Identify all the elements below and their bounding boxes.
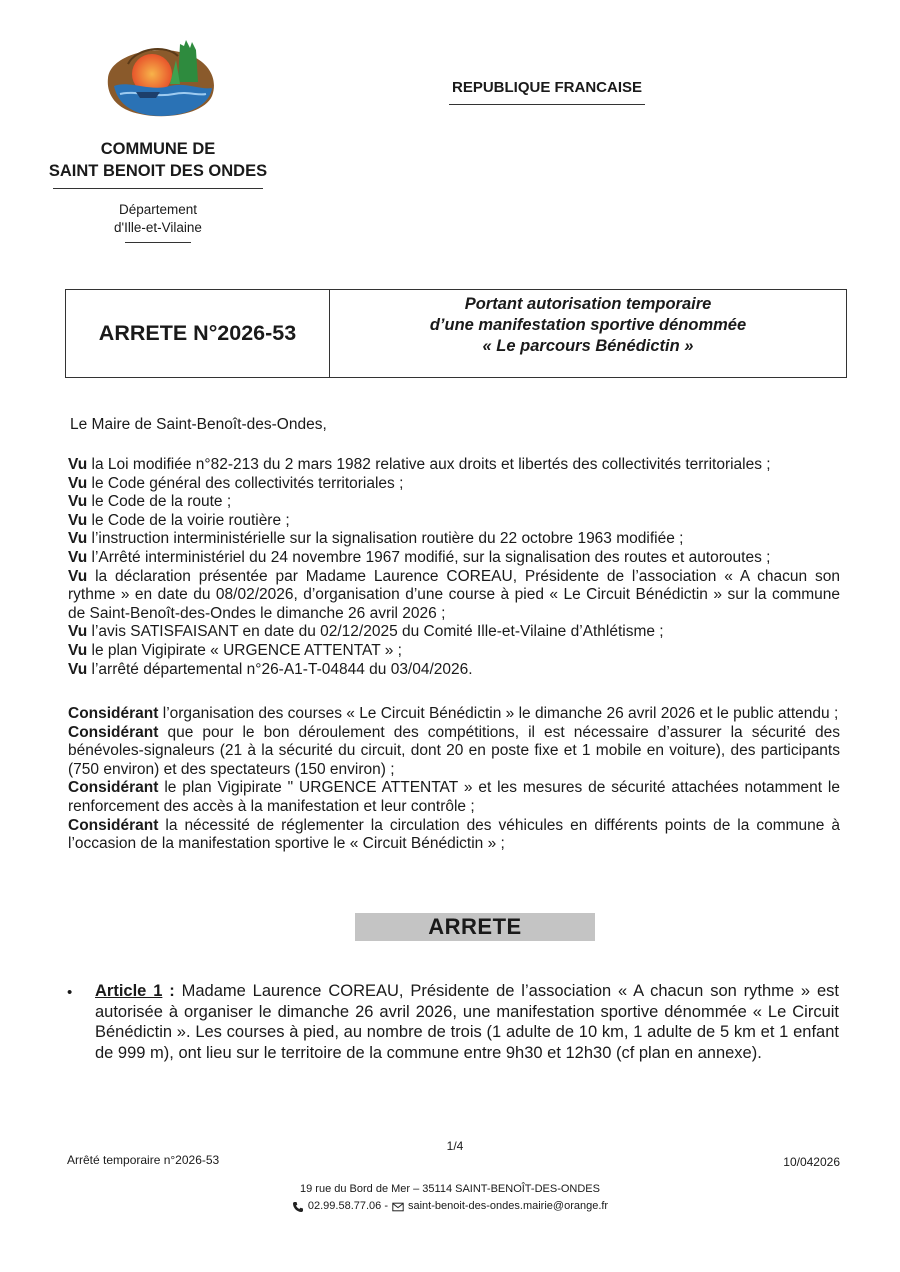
- vu-text: l’arrêté départemental n°26-A1-T-04844 du 03/04/2026.: [87, 660, 473, 678]
- vu-text: la déclaration présentée par Madame Laurence COREAU, Présidente de l’association « A chacun son rythme » en date du 08/02/2026, d’organisation d’une course à pied « Le Circuit Bénédictin » sur la commune de Saint-Benoît-des-Ondes le dimanche 26 avril 2026 ;: [68, 567, 840, 622]
- vu-keyword: Vu: [68, 493, 88, 511]
- article-1: [95, 981, 839, 1063]
- vu-list: [68, 456, 840, 679]
- vu-item: [68, 493, 840, 512]
- commune-logo-icon: [100, 34, 224, 122]
- vu-item: [68, 623, 840, 642]
- arrete-heading: ARRETE: [355, 913, 595, 941]
- footer-address: 19 rue du Bord de Mer – 35114 SAINT-BENOÎT-DES-ONDES: [300, 1183, 600, 1195]
- page-number: 1/4: [446, 1139, 464, 1153]
- considerant-list: [68, 705, 840, 854]
- footer-date: 10/042026: [783, 1155, 840, 1169]
- subject-line1: Portant autorisation temporaire: [464, 295, 712, 313]
- commune-name-line2: SAINT BENOIT DES ONDES: [48, 162, 268, 180]
- vu-keyword: Vu: [68, 474, 88, 492]
- vu-item: [68, 549, 840, 568]
- article-1-text: Madame Laurence COREAU, Présidente de l’association « A chacun son rythme » est autorisée à organiser le dimanche 26 avril 2026, une manifestation sportive dénommée « Le Circuit Bénédictin ». Les courses à pied, au nombre de trois (1 adulte de 10 km, 1 adulte de 5 km et 1 enfant de 999 m), ont lieu sur le territoire de la commune entre 9h30 et 12h30 (cf plan en annexe).: [95, 982, 839, 1062]
- subject-line2: d’une manifestation sportive dénommée: [429, 316, 747, 334]
- vu-keyword: Vu: [68, 567, 88, 585]
- vu-keyword: Vu: [68, 548, 88, 566]
- commune-name-line1: COMMUNE DE: [100, 140, 216, 158]
- considerant-item: [68, 817, 840, 854]
- vu-keyword: Vu: [68, 660, 88, 678]
- vu-keyword: Vu: [68, 456, 88, 473]
- considerant-keyword: Considérant: [68, 779, 159, 797]
- department-line1: Département: [118, 202, 198, 217]
- phone-icon: [292, 1201, 304, 1213]
- arrete-number: ARRETE N°2026-53: [66, 290, 330, 377]
- footer-address-block: [280, 1181, 620, 1215]
- mayor-intro: Le Maire de Saint-Benoît-des-Ondes,: [70, 416, 327, 433]
- article-1-colon: :: [162, 982, 182, 1000]
- commune-block: [30, 138, 286, 243]
- article-1-label: Article 1: [95, 982, 163, 1000]
- vu-text: l’Arrêté interministériel du 24 novembre 1967 modifié, sur la signalisation des routes et autoroutes ;: [87, 548, 771, 566]
- considerant-keyword: Considérant: [68, 705, 159, 722]
- vu-keyword: Vu: [68, 511, 88, 529]
- considerant-item: [68, 724, 840, 780]
- footer-contact: [280, 1198, 620, 1215]
- vu-text: le Code de la voirie routière ;: [87, 511, 290, 529]
- vu-item: [68, 530, 840, 549]
- vu-item: [68, 642, 840, 661]
- article-bullet: •: [67, 984, 73, 1001]
- vu-keyword: Vu: [68, 530, 88, 548]
- considerant-item: [68, 705, 840, 724]
- vu-item: [68, 512, 840, 531]
- vu-text: la Loi modifiée n°82-213 du 2 mars 1982 relative aux droits et libertés des collectivités territoriales ;: [87, 456, 771, 473]
- commune-divider: [53, 188, 263, 189]
- considerant-item: [68, 779, 840, 816]
- considerant-text: que pour le bon déroulement des compétitions, il est nécessaire d’assurer la sécurité des bénévoles-signaleurs (21 à la sécurité du circuit, dont 20 en poste fixe et 1 mobile en voiture), des participants (750 environ) et des spectateurs (150 environ) ;: [68, 723, 840, 778]
- vu-text: l’avis SATISFAISANT en date du 02/12/2025 du Comité Ille-et-Vilaine d’Athlétisme ;: [87, 623, 664, 641]
- vu-text: l’instruction interministérielle sur la signalisation routière du 22 octobre 1963 modifiée ;: [87, 530, 684, 548]
- email-icon: [392, 1201, 404, 1213]
- arrete-subject: [330, 290, 846, 377]
- department-line2: d'Ille-et-Vilaine: [114, 220, 202, 235]
- vu-item: [68, 661, 840, 680]
- footer-reference: Arrêté temporaire n°2026-53: [67, 1153, 220, 1167]
- republique-divider: [449, 104, 645, 105]
- republique-francaise: REPUBLIQUE FRANCAISE: [451, 79, 642, 96]
- considerant-text: le plan Vigipirate " URGENCE ATTENTAT » et les mesures de sécurité attachées notamment le renforcement des accès à la manifestation et leur contrôle ;: [68, 779, 840, 815]
- considerant-text: l’organisation des courses « Le Circuit Bénédictin » le dimanche 26 avril 2026 et le public attendu ;: [158, 705, 839, 722]
- department-divider: [125, 242, 191, 243]
- vu-keyword: Vu: [68, 623, 88, 641]
- footer-phone: 02.99.58.77.06 -: [307, 1200, 388, 1212]
- considerant-text: la nécessité de réglementer la circulation des véhicules en différents points de la commune à l’occasion de la manifestation sportive le « Circuit Bénédictin » ;: [68, 816, 840, 853]
- vu-keyword: Vu: [68, 641, 88, 659]
- vu-item: [68, 456, 840, 475]
- commune-logo: [100, 34, 224, 122]
- vu-text: le Code général des collectivités territoriales ;: [87, 474, 404, 492]
- republique-block: [440, 78, 654, 105]
- title-box: [65, 289, 847, 378]
- vu-item: [68, 475, 840, 494]
- subject-line3: « Le parcours Bénédictin »: [482, 337, 694, 355]
- vu-item: [68, 568, 840, 624]
- considerant-keyword: Considérant: [68, 723, 159, 741]
- vu-text: le Code de la route ;: [87, 493, 232, 511]
- vu-text: le plan Vigipirate « URGENCE ATTENTAT » ;: [87, 641, 402, 659]
- considerant-keyword: Considérant: [68, 816, 159, 834]
- footer-email: saint-benoit-des-ondes.mairie@orange.fr: [408, 1200, 609, 1212]
